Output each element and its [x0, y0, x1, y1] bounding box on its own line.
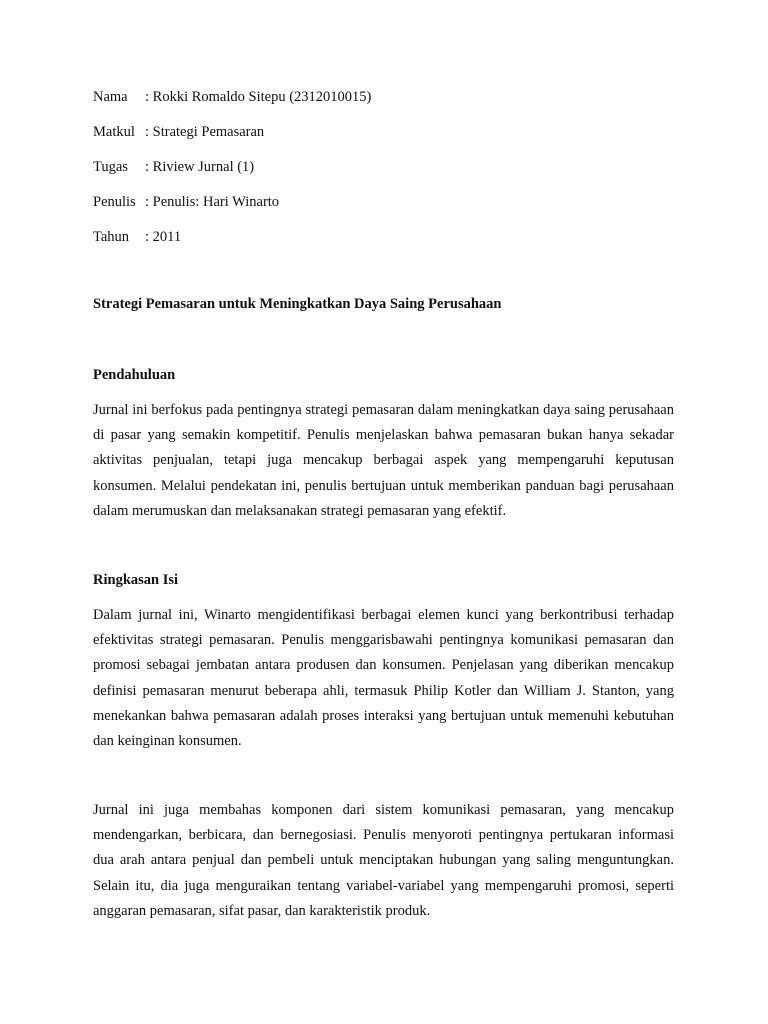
meta-row-nama	[93, 88, 372, 106]
paragraph: Jurnal ini berfokus pada pentingnya strategi pemasaran dalam meningkatkan daya saing perusahaan di pasar yang semakin kompetitif. Penulis menjelaskan bahwa pemasaran bukan hanya sekadar aktivitas penjualan, tetapi juga mencakup berbagai aspek yang mempengaruhi keputusan konsumen. Melalui pendekatan ini, penulis bertujuan untuk memberikan panduan bagi perusahaan dalam merumuskan dan melaksanakan strategi pemasaran yang efektif.	[93, 402, 674, 519]
meta-key: Nama	[93, 89, 128, 105]
meta-row-penulis	[93, 193, 280, 211]
document-title: Strategi Pemasaran untuk Meningkatkan Daya Saing Perusahaan	[93, 296, 502, 312]
meta-value: : Riview Jurnal (1)	[145, 159, 255, 175]
meta-key: Matkul	[93, 124, 135, 140]
paragraph: Jurnal ini juga membahas komponen dari sistem komunikasi pemasaran, yang mencakup mendengarkan, berbicara, dan bernegosiasi. Penulis menyoroti pentingnya pertukaran informasi dua arah antara penjual dan pembeli untuk menciptakan hubungan yang saling menguntungkan. Selain itu, dia juga menguraikan tentang variabel-variabel yang mempengaruhi promosi, seperti anggaran pemasaran, sifat pasar, dan karakteristik produk.	[93, 802, 674, 919]
meta-key: Tugas	[93, 159, 128, 175]
section-heading-ringkasan-isi: Ringkasan Isi	[93, 572, 179, 588]
meta-row-tahun	[93, 228, 182, 246]
paragraph: Dalam jurnal ini, Winarto mengidentifikasi berbagai elemen kunci yang berkontribusi terhadap efektivitas strategi pemasaran. Penulis menggarisbawahi pentingnya komunikasi pemasaran dan promosi sebagai jembatan antara produsen dan konsumen. Penjelasan yang diberikan mencakup definisi pemasaran menurut beberapa ahli, termasuk Philip Kotler dan William J. Stanton, yang menekankan bahwa pemasaran adalah proses interaksi yang bertujuan untuk memenuhi kebutuhan dan keinginan konsumen.	[93, 607, 674, 750]
section-heading-pendahuluan: Pendahuluan	[93, 367, 176, 383]
meta-value: : Penulis: Hari Winarto	[145, 194, 280, 210]
meta-key: Tahun	[93, 229, 130, 245]
meta-value: : 2011	[145, 229, 182, 245]
meta-key: Penulis	[93, 194, 136, 210]
meta-row-tugas	[93, 158, 255, 176]
meta-value: : Strategi Pemasaran	[145, 124, 265, 140]
meta-row-matkul	[93, 123, 265, 141]
meta-value: : Rokki Romaldo Sitepu (2312010015)	[145, 89, 372, 105]
